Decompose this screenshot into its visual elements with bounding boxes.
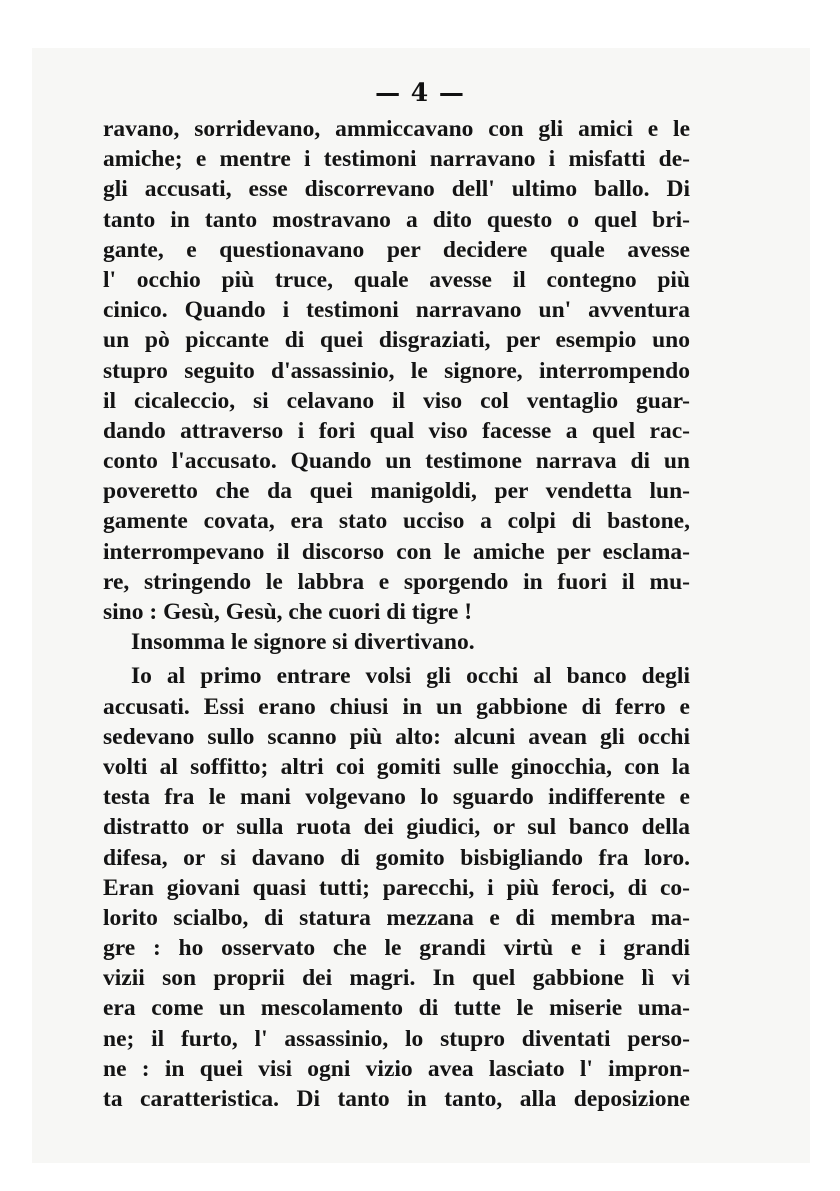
text-line: ne; il furto, l' assassinio, lo stupro diventati perso- xyxy=(103,1025,690,1052)
body-text xyxy=(103,114,690,1114)
text-line: gli accusati, esse discorrevano dell' ultimo ballo. Di xyxy=(103,176,690,203)
text-line: gamente covata, era stato ucciso a colpi di bastone, xyxy=(103,508,690,535)
text-line: poveretto che da quei manigoldi, per vendetta lun- xyxy=(103,478,690,505)
text-line: ne : in quei visi ogni vizio avea lasciato l' impron- xyxy=(103,1055,690,1082)
text-line: gre : ho osservato che le grandi virtù e i grandi xyxy=(103,935,690,962)
page-number: — 4 — xyxy=(375,78,465,107)
text-line: l' occhio più truce, quale avesse il contegno più xyxy=(103,266,690,293)
text-line: stupro seguito d'assassinio, le signore, interrompendo xyxy=(103,357,690,384)
text-line: tanto in tanto mostravano a dito questo o quel bri- xyxy=(103,206,690,233)
text-line: era come un mescolamento di tutte le miserie uma- xyxy=(103,995,690,1022)
text-line: amiche; e mentre i testimoni narravano i misfatti de- xyxy=(103,146,690,173)
text-line: vizii son proprii dei magri. In quel gabbione lì vi xyxy=(103,965,690,992)
text-line: sino : Gesù, Gesù, che cuori di tigre ! xyxy=(103,599,473,625)
paragraph-line: Io al primo entrare volsi gli occhi al banco degli xyxy=(131,663,690,690)
text-line: ravano, sorridevano, ammiccavano con gli amici e le xyxy=(103,116,690,142)
text-line: gante, e questionavano per decidere quale avesse xyxy=(103,236,690,263)
text-line: cinico. Quando i testimoni narravano un' avventura xyxy=(103,297,690,324)
text-line: interrompevano il discorso con le amiche per esclama- xyxy=(103,538,690,565)
text-line: un pò piccante di quei disgraziati, per esempio uno xyxy=(103,327,690,354)
text-line: difesa, or si davano di gomito bisbigliando fra loro. xyxy=(103,844,690,871)
text-line: testa fra le mani volgevano lo sguardo indifferente e xyxy=(103,784,690,811)
text-line: volti al soffitto; altri coi gomiti sulle ginocchia, con la xyxy=(103,753,690,780)
text-line: lorito scialbo, di statura mezzana e di membra ma- xyxy=(103,904,690,931)
text-line: sedevano sullo scanno più alto: alcuni avean gli occhi xyxy=(103,723,690,750)
text-line: Eran giovani quasi tutti; parecchi, i più feroci, di co- xyxy=(103,874,690,901)
text-line: conto l'accusato. Quando un testimone narrava di un xyxy=(103,448,690,475)
text-line: accusati. Essi erano chiusi in un gabbione di ferro e xyxy=(103,693,690,720)
text-line: distratto or sulla ruota dei giudici, or sul banco della xyxy=(103,814,690,841)
text-line: ta caratteristica. Di tanto in tanto, alla deposizione xyxy=(103,1086,690,1112)
text-line: dando attraverso i fori qual viso facesse a quel rac- xyxy=(103,417,690,444)
text-line: il cicaleccio, si celavano il viso col ventaglio guar- xyxy=(103,387,690,414)
text-line: re, stringendo le labbra e sporgendo in fuori il mu- xyxy=(103,568,690,595)
paragraph-line: Insomma le signore si divertivano. xyxy=(131,629,475,656)
